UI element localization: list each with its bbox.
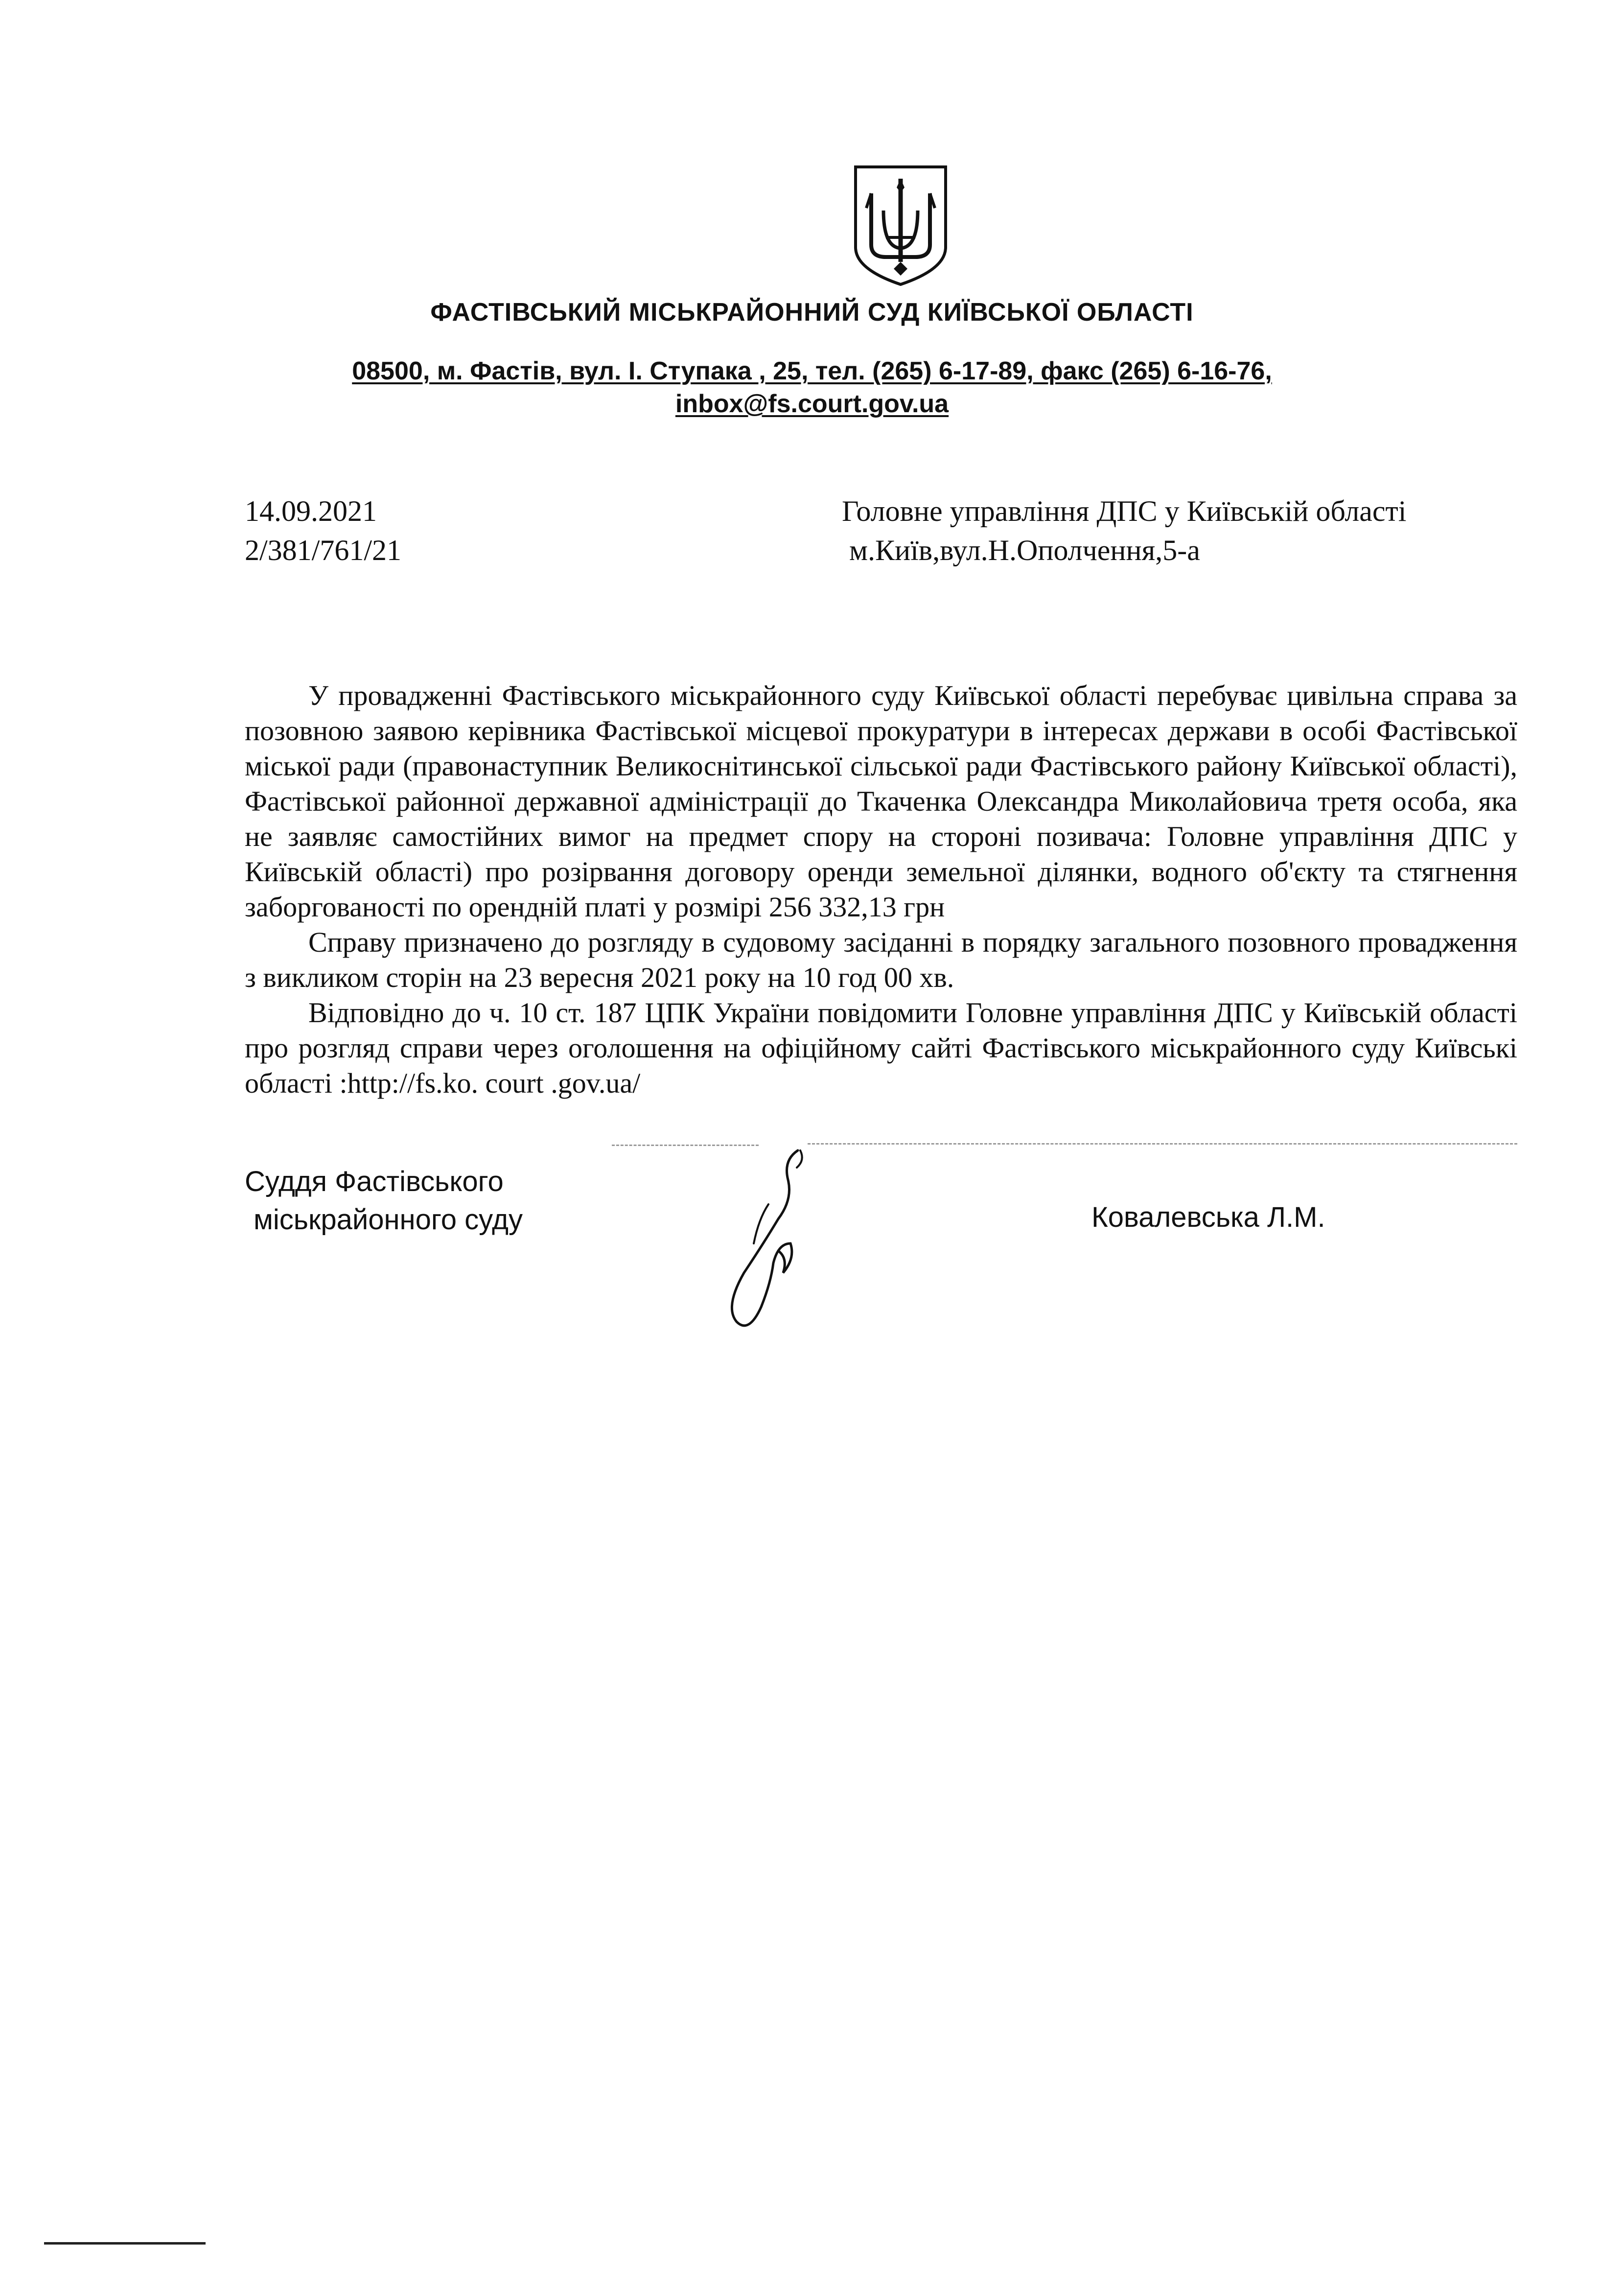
signatory-title-line: Суддя Фастівського xyxy=(245,1166,504,1197)
footer-rule xyxy=(44,2242,206,2245)
case-reference: 2/381/761/21 xyxy=(245,534,402,566)
court-email: inbox@fs.court.gov.ua xyxy=(675,390,949,418)
letter-date: 14.09.2021 xyxy=(245,495,377,527)
body-paragraph: У провадженні Фастівського міськрайонного суду Київської області перебуває цивільна справа за позовною заявою керівника Фастівської місцевої прокуратури в інтересах держави в особі Фастівської міської ради (правонаступник Великоснітинської сільської ради Фастівського району Київської області), Фастівської районної державної адміністрації до Ткаченка Олександра Миколайовича третя особа, яка не заявляє самостійних вимог на предмет спору на стороні позивача: Головне управління ДПС у Київській області) про розірвання договору оренди земельної ділянки, водного об'єкту та стягнення заборгованості по орендній платі у розмірі 256 332,13 грн xyxy=(245,679,1517,923)
letter-body xyxy=(245,678,1517,1101)
recipient-name: Головне управління ДПС у Київській області xyxy=(842,495,1407,527)
body-paragraph: Справу призначено до розгляду в судовому засіданні в порядку загального позовного провадження з викликом сторін на 23 вересня 2021 року на 10 год 00 хв. xyxy=(245,926,1517,993)
court-address: 08500, м. Фастів, вул. І. Ступака , 25, тел. (265) 6-17-89, факс (265) 6-16-76, xyxy=(352,357,1272,385)
signatory-name: Ковалевська Л.М. xyxy=(1091,1201,1325,1233)
body-paragraph: Відповідно до ч. 10 ст. 187 ЦПК України повідомити Головне управління ДПС у Київській області про розгляд справи через оголошення на офіційному сайті Фастівського міськрайонного суду Київські області :http://fs.ko. court .gov.ua/ xyxy=(245,997,1517,1099)
recipient-address: м.Київ,вул.Н.Ополчення,5-а xyxy=(849,534,1200,566)
handwritten-signature xyxy=(710,1146,837,1332)
court-name: ФАСТІВСЬКИЙ МІСЬКРАЙОННИЙ СУД КИЇВСЬКОЇ ОБЛАСТІ xyxy=(430,298,1194,327)
signatory-title xyxy=(245,1163,523,1239)
ukraine-trident-emblem-icon xyxy=(852,164,950,286)
scan-artifact-line xyxy=(808,1143,1517,1145)
signatory-title-line: міськрайонного суду xyxy=(254,1204,523,1236)
